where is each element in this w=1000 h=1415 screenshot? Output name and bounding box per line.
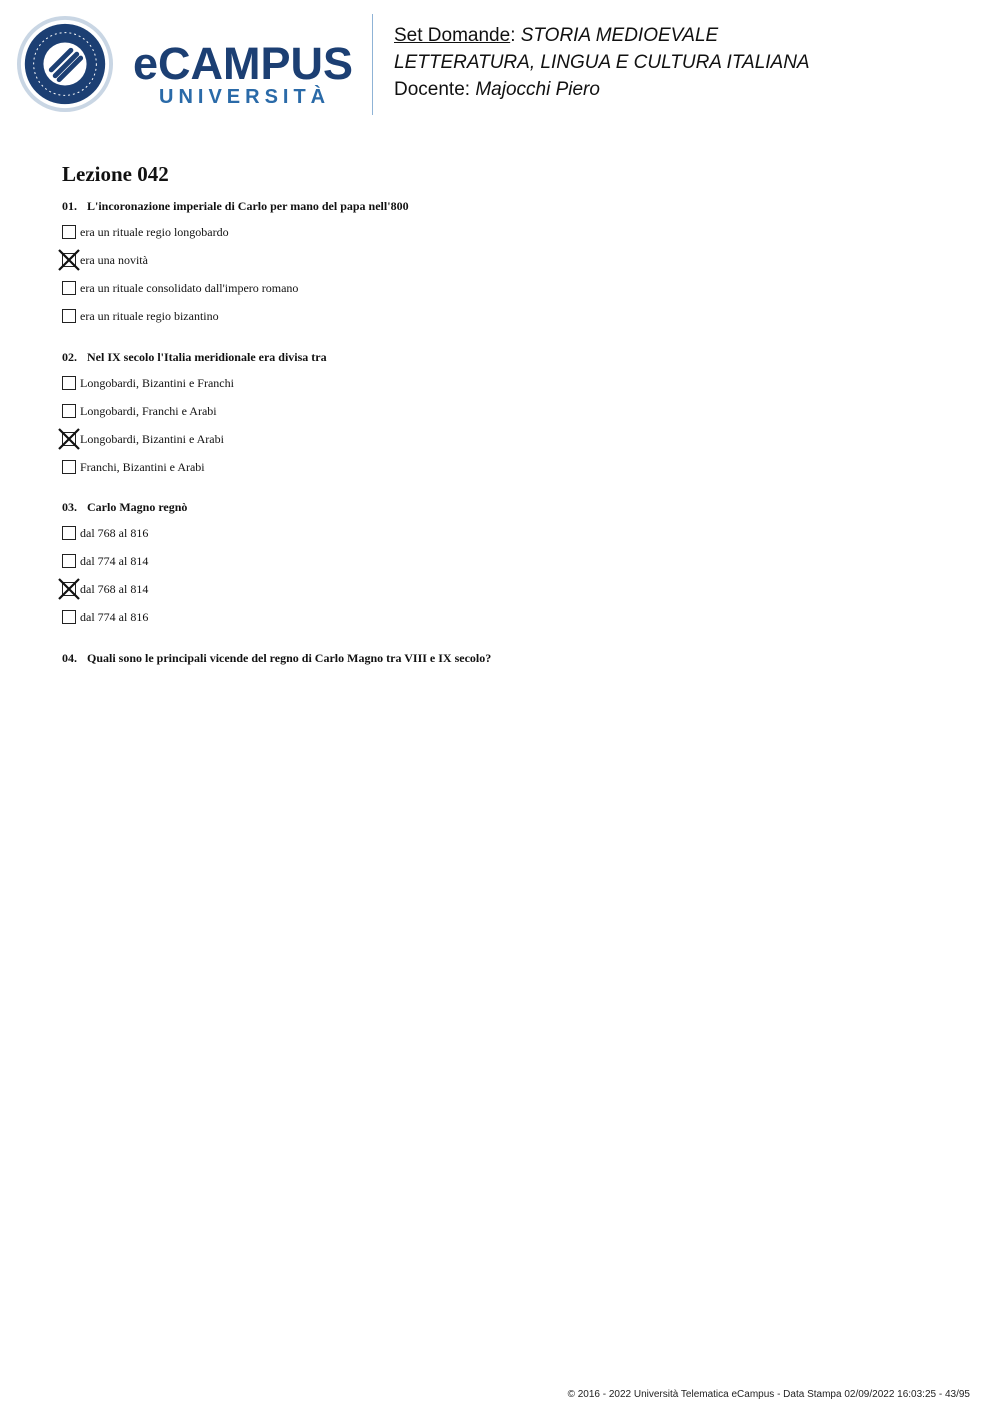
option-label: Longobardi, Franchi e Arabi	[80, 404, 217, 418]
option-label: dal 774 al 816	[80, 610, 149, 624]
university-seal-logo	[16, 15, 114, 113]
set-sep: :	[510, 25, 516, 46]
cross-mark-icon	[57, 248, 81, 272]
checkbox[interactable]	[62, 225, 76, 239]
course-line-2: LETTERATURA, LINGUA E CULTURA ITALIANA	[394, 52, 810, 73]
question-text: L'incoronazione imperiale di Carlo per mano del papa nell'800	[87, 199, 409, 213]
lesson-title: Lezione 042	[62, 162, 169, 186]
page-header	[0, 0, 1000, 130]
question-number: 04.	[62, 651, 77, 665]
teacher-line	[394, 76, 810, 103]
set-label: Set Domande	[394, 25, 511, 46]
cross-mark-icon	[57, 577, 81, 601]
course-line-1: STORIA MEDIOEVALE	[520, 25, 719, 46]
page-footer: © 2016 - 2022 Università Telematica eCampus - Data Stampa 02/09/2022 16:03:25 - 43/95	[567, 1389, 970, 1400]
teacher-name: Majocchi Piero	[475, 79, 600, 100]
question-1	[62, 199, 409, 214]
question-text: Carlo Magno regnò	[87, 500, 188, 514]
checkbox[interactable]	[62, 404, 76, 418]
option-label: era un rituale consolidato dall'impero romano	[80, 281, 299, 295]
teacher-label: Docente:	[394, 79, 471, 100]
university-wordmark	[133, 36, 355, 114]
set-title-line	[394, 22, 810, 49]
checkbox[interactable]	[62, 460, 76, 474]
question-number: 01.	[62, 199, 77, 213]
checkbox[interactable]	[62, 281, 76, 295]
cross-mark-icon	[57, 427, 81, 451]
checkbox[interactable]	[62, 526, 76, 540]
option-label: era una novità	[80, 253, 148, 267]
logo-word-text: eCAMPUS	[133, 38, 353, 86]
set-info	[394, 22, 810, 103]
ecampus-wordmark	[133, 36, 355, 86]
option-label: dal 768 al 814	[80, 582, 149, 596]
logo-subtitle: UNIVERSITÀ	[159, 86, 331, 108]
option-label: dal 774 al 814	[80, 554, 149, 568]
option-label: era un rituale regio longobardo	[80, 225, 229, 239]
checkbox[interactable]	[62, 309, 76, 323]
option-label: Franchi, Bizantini e Arabi	[80, 460, 205, 474]
header-divider	[372, 14, 373, 115]
option-label: era un rituale regio bizantino	[80, 309, 219, 323]
checkbox[interactable]	[62, 554, 76, 568]
question-4	[62, 651, 491, 666]
question-number: 03.	[62, 500, 77, 514]
checkbox[interactable]	[62, 376, 76, 390]
question-text: Nel IX secolo l'Italia meridionale era divisa tra	[87, 350, 327, 364]
option-label: Longobardi, Bizantini e Franchi	[80, 376, 234, 390]
checkbox[interactable]	[62, 610, 76, 624]
option-label: Longobardi, Bizantini e Arabi	[80, 432, 224, 446]
question-2	[62, 350, 327, 365]
question-text: Quali sono le principali vicende del regno di Carlo Magno tra VIII e IX secolo?	[87, 651, 492, 665]
option-label: dal 768 al 816	[80, 526, 149, 540]
question-number: 02.	[62, 350, 77, 364]
question-3	[62, 500, 187, 515]
